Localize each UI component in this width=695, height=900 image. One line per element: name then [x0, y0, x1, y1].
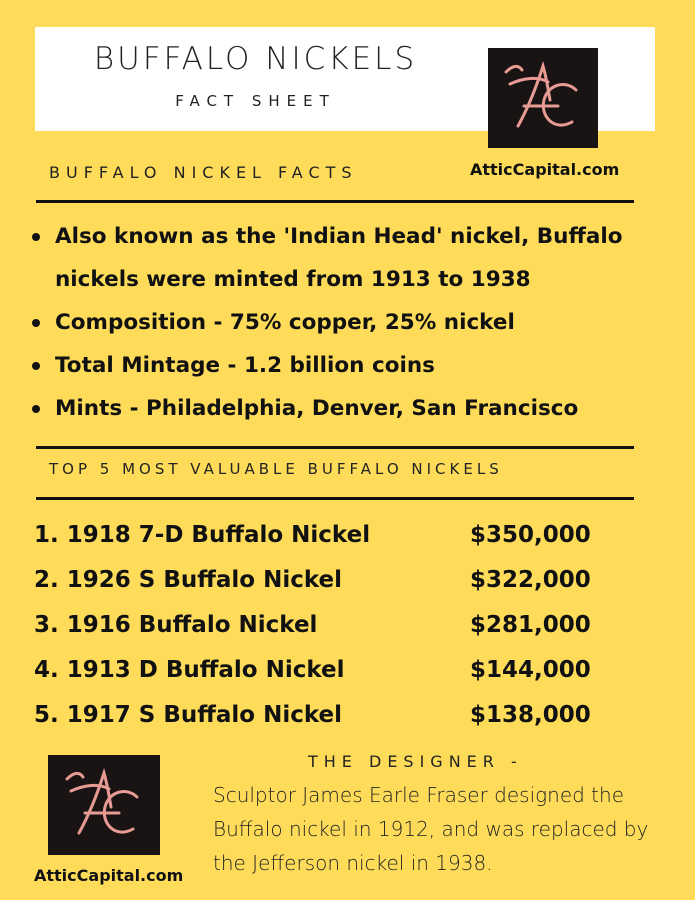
attic-capital-logo [488, 48, 598, 148]
nickel-name: 2. 1926 S Buffalo Nickel [34, 567, 343, 593]
nickel-name: 4. 1913 D Buffalo Nickel [34, 657, 345, 683]
facts-heading: BUFFALO NICKEL FACTS [49, 163, 358, 182]
page-subtitle: FACT SHEET [175, 92, 336, 110]
fact-item: Composition - 75% copper, 25% nickel [30, 301, 680, 344]
fact-item: Also known as the 'Indian Head' nickel, Buffalo nickels were minted from 1913 to 1938 [30, 215, 680, 301]
fact-item: Total Mintage - 1.2 billion coins [30, 344, 680, 387]
nickel-name: 5. 1917 S Buffalo Nickel [34, 702, 343, 728]
website-link[interactable]: AtticCapital.com [34, 866, 184, 885]
nickel-name: 1. 1918 7-D Buffalo Nickel [34, 522, 371, 548]
page-title: BUFFALO NICKELS [93, 41, 418, 77]
list-item [34, 608, 614, 653]
nickel-price: $144,000 [470, 657, 591, 683]
divider [36, 446, 634, 449]
top5-heading: TOP 5 MOST VALUABLE BUFFALO NICKELS [49, 460, 503, 478]
ac-monogram-icon [48, 755, 160, 855]
divider [36, 200, 634, 203]
designer-description: Sculptor James Earle Fraser designed the Buffalo nickel in 1912, and was replaced by the Jefferson nickel in 1938. [213, 783, 649, 875]
website-link[interactable]: AtticCapital.com [470, 160, 620, 179]
list-item [34, 518, 614, 563]
nickel-price: $138,000 [470, 702, 591, 728]
ac-monogram-icon [488, 48, 598, 148]
nickel-price: $281,000 [470, 612, 591, 638]
designer-heading: THE DESIGNER - [308, 752, 523, 771]
fact-item: Mints - Philadelphia, Denver, San Francisco [30, 387, 680, 430]
nickel-price: $350,000 [470, 522, 591, 548]
attic-capital-logo [48, 755, 160, 855]
facts-list [30, 215, 680, 430]
list-item [34, 698, 614, 743]
list-item [34, 563, 614, 608]
nickel-name: 3. 1916 Buffalo Nickel [34, 612, 318, 638]
valuable-nickels-list [34, 518, 614, 743]
divider [36, 497, 634, 500]
nickel-price: $322,000 [470, 567, 591, 593]
list-item [34, 653, 614, 698]
